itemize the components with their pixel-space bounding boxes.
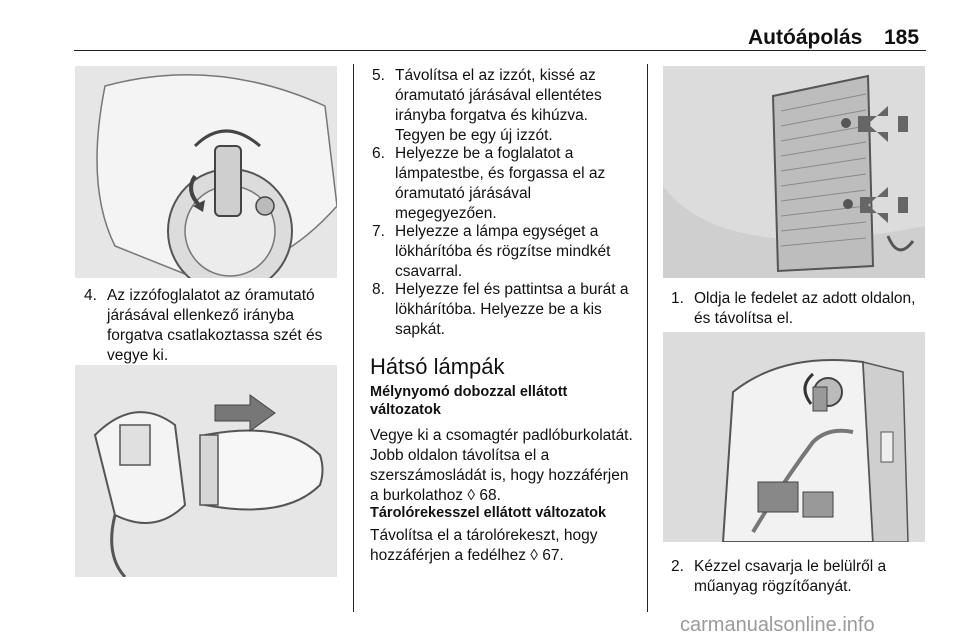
storage-paragraph: Távolítsa el a tárolórekeszt, hogy hozzáférjen a fedélhez ◊ 67.	[370, 527, 598, 564]
step-7-number: 7.	[372, 223, 385, 240]
subwoofer-paragraph: Vegye ki a csomagtér padlóburkolatát. Jobb oldalon távolítsa el a szerszámosládát is, hogy hozzáférjen a burkolathoz ◊ 68.	[370, 427, 633, 504]
step-6-number: 6.	[372, 145, 385, 162]
step-8-text: Helyezze fel és pattintsa a burát a lökhárítóba. Helyezze be a kis sapkát.	[395, 281, 629, 338]
step-4-number: 4.	[84, 287, 97, 304]
step-5	[372, 66, 637, 146]
step-4-text: Az izzófoglalatot az óramutató járásával ellenkező irányba forgatva csatlakoztassa szét és vegye ki.	[107, 287, 323, 364]
column-divider-left	[353, 64, 354, 612]
figure-lamp-socket	[75, 66, 337, 278]
step-1	[671, 289, 925, 329]
subwoofer-subtitle: Mélynyomó dobozzal ellátott változatok	[370, 384, 568, 418]
step-5-text: Távolítsa el az izzót, kissé az óramutató járásával ellentétes irányba forgatva és kihúzva. Tegyen be egy új izzót.	[395, 67, 602, 144]
step-7	[372, 222, 637, 282]
section-title: Hátsó lámpák	[370, 354, 505, 379]
step-7-text: Helyezze a lámpa egységet a lökhárítóba és rögzítse mindkét csavarral.	[395, 223, 611, 280]
watermark: carmanualsonline.info	[680, 614, 875, 636]
step-5-number: 5.	[372, 67, 385, 84]
step-2-number: 2.	[671, 558, 684, 575]
step-6	[372, 144, 637, 224]
step-2	[671, 557, 925, 597]
header-rule	[74, 50, 926, 51]
figure-plastic-nut	[663, 332, 925, 542]
step-8	[372, 280, 637, 340]
figure-trim-cover	[663, 66, 925, 278]
step-1-text: Oldja le fedelet az adott oldalon, és távolítsa el.	[694, 290, 916, 327]
step-2-text: Kézzel csavarja le belülről a műanyag rögzítőanyát.	[694, 558, 887, 595]
column-divider-right	[647, 64, 648, 612]
page-header-title: Autóápolás	[748, 26, 863, 49]
step-1-number: 1.	[671, 290, 684, 307]
step-8-number: 8.	[372, 281, 385, 298]
figure-bulb-socket	[75, 365, 337, 577]
step-6-text: Helyezze be a foglalatot a lámpatestbe, és forgassa el az óramutató járásával megegyezően.	[395, 145, 606, 222]
page-number: 185	[884, 26, 920, 49]
storage-subtitle: Tárolórekesszel ellátott változatok	[370, 505, 607, 521]
step-4	[84, 286, 340, 366]
